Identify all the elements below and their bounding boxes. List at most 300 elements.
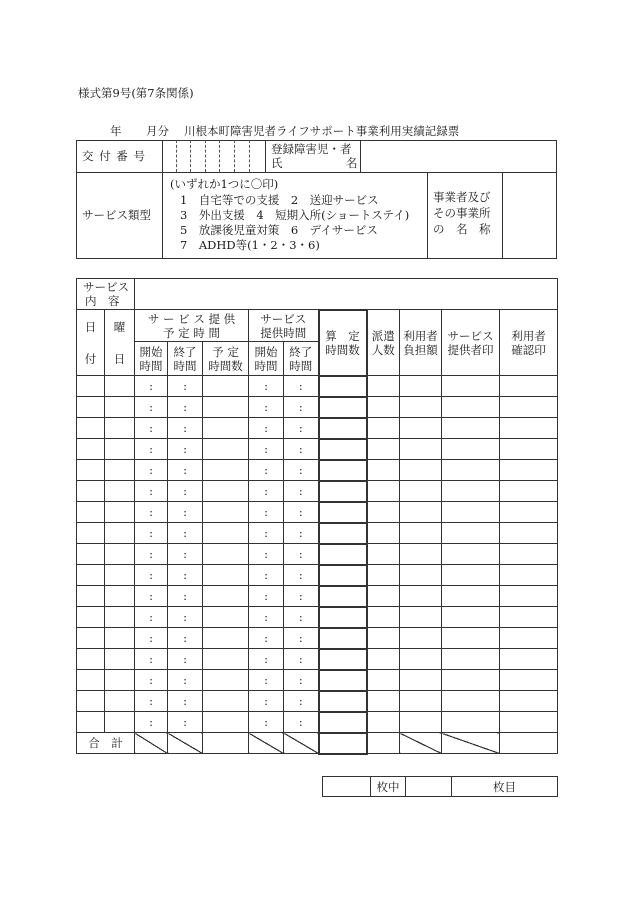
planned-hours-cell[interactable] bbox=[203, 691, 249, 712]
date-cell[interactable] bbox=[77, 565, 105, 586]
time-colon: : bbox=[149, 694, 153, 708]
user-seal-cell[interactable] bbox=[500, 628, 558, 649]
user-burden-cell[interactable] bbox=[400, 460, 442, 481]
time-colon: : bbox=[264, 463, 268, 477]
date-cell[interactable] bbox=[77, 586, 105, 607]
date-cell[interactable] bbox=[77, 376, 105, 397]
time-colon: : bbox=[183, 484, 187, 498]
sheet-number-label: 枚目 bbox=[452, 777, 558, 797]
planned-start-cell[interactable] bbox=[135, 418, 168, 439]
planned-end-cell[interactable] bbox=[168, 628, 203, 649]
actual-start-cell[interactable] bbox=[249, 376, 284, 397]
time-colon: : bbox=[298, 421, 303, 435]
time-colon: : bbox=[264, 442, 268, 456]
time-colon: : bbox=[298, 547, 303, 561]
actual-end-cell[interactable] bbox=[284, 439, 319, 460]
weekday-cell[interactable] bbox=[105, 565, 135, 586]
date-cell[interactable] bbox=[77, 418, 105, 439]
time-colon: : bbox=[149, 421, 153, 435]
time-colon: : bbox=[183, 505, 187, 519]
provider-seal-cell[interactable] bbox=[442, 691, 500, 712]
planned-start-cell[interactable] bbox=[135, 376, 168, 397]
provider-seal-cell[interactable] bbox=[442, 565, 500, 586]
user-burden-cell[interactable] bbox=[400, 628, 442, 649]
actual-end-cell[interactable] bbox=[284, 628, 319, 649]
user-burden-cell[interactable] bbox=[400, 607, 442, 628]
actual-start-cell[interactable] bbox=[249, 460, 284, 481]
actual-end-cell[interactable] bbox=[284, 397, 319, 418]
issue-number-label: 交 付 番 号 bbox=[82, 149, 146, 163]
calc-hours-header: 算 定 時間数 bbox=[319, 310, 367, 376]
calc-hours-cell[interactable] bbox=[319, 502, 367, 523]
user-seal-cell[interactable] bbox=[500, 607, 558, 628]
provider-seal-cell[interactable] bbox=[442, 460, 500, 481]
planned-hours-cell[interactable] bbox=[203, 712, 249, 733]
planned-end-cell[interactable] bbox=[168, 376, 203, 397]
date-cell[interactable] bbox=[77, 544, 105, 565]
user-seal-cell[interactable] bbox=[500, 544, 558, 565]
total-dispatch-count-cell[interactable] bbox=[367, 733, 400, 754]
form-number: 様式第9号(第7条関係) bbox=[78, 86, 194, 100]
dispatch-count-cell[interactable] bbox=[367, 439, 400, 460]
dispatch-count-cell[interactable] bbox=[367, 418, 400, 439]
dispatch-count-cell[interactable] bbox=[367, 649, 400, 670]
table-row bbox=[77, 481, 558, 502]
time-colon: : bbox=[149, 631, 153, 645]
dispatch-count-cell[interactable] bbox=[367, 397, 400, 418]
service-option-4: 7 ADHD等(1・2・3・6) bbox=[180, 238, 320, 252]
time-colon: : bbox=[298, 463, 303, 477]
actual-end-cell[interactable] bbox=[284, 460, 319, 481]
time-colon: : bbox=[264, 400, 268, 414]
planned-hours-cell[interactable] bbox=[203, 418, 249, 439]
time-colon: : bbox=[183, 463, 187, 477]
provider-seal-cell[interactable] bbox=[442, 628, 500, 649]
service-option-1: 1 自宅等での支援 2 送迎サービス bbox=[180, 193, 379, 207]
weekday-cell[interactable] bbox=[105, 691, 135, 712]
planned-start-cell[interactable] bbox=[135, 544, 168, 565]
service-option-3: 5 放課後児童対策 6 デイサービス bbox=[180, 223, 378, 237]
actual-start-cell[interactable] bbox=[249, 565, 284, 586]
dispatch-count-header: 派遣 人数 bbox=[367, 310, 400, 376]
calc-hours-cell[interactable] bbox=[319, 607, 367, 628]
weekday-cell[interactable] bbox=[105, 712, 135, 733]
planned-end-cell[interactable] bbox=[168, 439, 203, 460]
time-colon: : bbox=[183, 715, 187, 729]
planned-end-cell[interactable] bbox=[168, 502, 203, 523]
planned-end-cell[interactable] bbox=[168, 607, 203, 628]
calc-hours-cell[interactable] bbox=[319, 376, 367, 397]
actual-start-cell[interactable] bbox=[249, 397, 284, 418]
time-colon: : bbox=[149, 484, 153, 498]
info-table bbox=[76, 140, 556, 258]
date-cell[interactable] bbox=[77, 607, 105, 628]
actual-start-cell[interactable] bbox=[249, 649, 284, 670]
calc-hours-cell[interactable] bbox=[319, 481, 367, 502]
weekday-cell[interactable] bbox=[105, 544, 135, 565]
calc-hours-cell[interactable] bbox=[319, 670, 367, 691]
planned-start-cell[interactable] bbox=[135, 628, 168, 649]
planned-start-cell[interactable] bbox=[135, 670, 168, 691]
planned-hours-cell[interactable] bbox=[203, 481, 249, 502]
actual-start-cell[interactable] bbox=[249, 691, 284, 712]
total-actual-end-cell bbox=[284, 733, 319, 754]
planned-start-cell[interactable] bbox=[135, 523, 168, 544]
date-cell[interactable] bbox=[77, 481, 105, 502]
provider-label-2: その事業所 bbox=[433, 206, 491, 220]
user-seal-cell[interactable] bbox=[500, 565, 558, 586]
user-burden-cell[interactable] bbox=[400, 544, 442, 565]
time-colon: : bbox=[183, 631, 187, 645]
calc-hours-cell[interactable] bbox=[319, 523, 367, 544]
sheets-of-label: 枚中 bbox=[371, 777, 406, 797]
actual-end-cell[interactable] bbox=[284, 670, 319, 691]
planned-start-cell[interactable] bbox=[135, 607, 168, 628]
sheet-total-field[interactable] bbox=[323, 777, 371, 797]
time-colon: : bbox=[264, 673, 268, 687]
user-seal-cell[interactable] bbox=[500, 502, 558, 523]
planned-start-cell[interactable] bbox=[135, 586, 168, 607]
planned-hours-cell[interactable] bbox=[203, 460, 249, 481]
planned-start-cell[interactable] bbox=[135, 397, 168, 418]
time-colon: : bbox=[183, 694, 187, 708]
date-cell[interactable] bbox=[77, 502, 105, 523]
provider-label-3: の 名 称 bbox=[433, 222, 491, 236]
actual-end-cell[interactable] bbox=[284, 649, 319, 670]
service-content-field[interactable] bbox=[135, 279, 558, 310]
weekday-cell[interactable] bbox=[105, 586, 135, 607]
provider-seal-cell[interactable] bbox=[442, 523, 500, 544]
date-cell[interactable] bbox=[77, 712, 105, 733]
planned-hours-cell[interactable] bbox=[203, 607, 249, 628]
planned-start-cell[interactable] bbox=[135, 439, 168, 460]
weekday-cell[interactable] bbox=[105, 439, 135, 460]
table-row bbox=[77, 397, 558, 418]
planned-end-cell[interactable] bbox=[168, 544, 203, 565]
actual-end-header: 終了 時間 bbox=[284, 342, 319, 376]
weekday-cell[interactable] bbox=[105, 376, 135, 397]
planned-end-cell[interactable] bbox=[168, 712, 203, 733]
weekday-cell[interactable] bbox=[105, 397, 135, 418]
date-cell[interactable] bbox=[77, 397, 105, 418]
provider-seal-cell[interactable] bbox=[442, 376, 500, 397]
planned-start-cell[interactable] bbox=[135, 481, 168, 502]
dispatch-count-cell[interactable] bbox=[367, 544, 400, 565]
time-colon: : bbox=[149, 505, 153, 519]
time-colon: : bbox=[149, 673, 153, 687]
planned-hours-cell[interactable] bbox=[203, 523, 249, 544]
calc-hours-cell[interactable] bbox=[319, 565, 367, 586]
service-type-label: サービス類型 bbox=[82, 208, 151, 222]
provider-seal-cell[interactable] bbox=[442, 502, 500, 523]
planned-hours-cell[interactable] bbox=[203, 502, 249, 523]
time-colon: : bbox=[264, 589, 268, 603]
actual-end-cell[interactable] bbox=[284, 376, 319, 397]
table-row bbox=[77, 649, 558, 670]
date-cell[interactable] bbox=[77, 649, 105, 670]
time-colon: : bbox=[264, 610, 268, 624]
time-colon: : bbox=[298, 526, 303, 540]
user-seal-cell[interactable] bbox=[500, 397, 558, 418]
time-colon: : bbox=[264, 547, 268, 561]
user-burden-cell[interactable] bbox=[400, 565, 442, 586]
actual-end-cell[interactable] bbox=[284, 712, 319, 733]
calc-hours-cell[interactable] bbox=[319, 586, 367, 607]
provider-seal-cell[interactable] bbox=[442, 481, 500, 502]
planned-end-cell[interactable] bbox=[168, 523, 203, 544]
planned-hours-cell[interactable] bbox=[203, 649, 249, 670]
calc-hours-cell[interactable] bbox=[319, 649, 367, 670]
time-colon: : bbox=[264, 652, 268, 666]
actual-start-cell[interactable] bbox=[249, 502, 284, 523]
user-seal-cell[interactable] bbox=[500, 376, 558, 397]
year-label: 年 bbox=[110, 124, 122, 138]
user-burden-cell[interactable] bbox=[400, 649, 442, 670]
user-burden-cell[interactable] bbox=[400, 481, 442, 502]
actual-end-cell[interactable] bbox=[284, 418, 319, 439]
actual-end-cell[interactable] bbox=[284, 607, 319, 628]
actual-start-cell[interactable] bbox=[249, 481, 284, 502]
time-colon: : bbox=[183, 400, 187, 414]
user-burden-cell[interactable] bbox=[400, 712, 442, 733]
dispatch-count-cell[interactable] bbox=[367, 460, 400, 481]
time-colon: : bbox=[298, 379, 303, 393]
calc-hours-cell[interactable] bbox=[319, 691, 367, 712]
planned-start-cell[interactable] bbox=[135, 712, 168, 733]
time-colon: : bbox=[264, 505, 268, 519]
time-colon: : bbox=[264, 631, 268, 645]
user-burden-cell[interactable] bbox=[400, 376, 442, 397]
actual-end-cell[interactable] bbox=[284, 544, 319, 565]
date-cell[interactable] bbox=[77, 460, 105, 481]
month-label: 月分 bbox=[146, 124, 169, 138]
col-date-header: 日 付 bbox=[77, 310, 105, 376]
actual-end-cell[interactable] bbox=[284, 502, 319, 523]
planned-group-header: サ ー ビ ス 提 供 予 定 時 間 bbox=[135, 310, 249, 342]
planned-start-cell[interactable] bbox=[135, 649, 168, 670]
weekday-cell[interactable] bbox=[105, 628, 135, 649]
date-cell[interactable] bbox=[77, 628, 105, 649]
user-burden-cell[interactable] bbox=[400, 670, 442, 691]
dispatch-count-cell[interactable] bbox=[367, 523, 400, 544]
time-colon: : bbox=[149, 379, 153, 393]
total-user-seal-cell[interactable] bbox=[500, 733, 558, 754]
actual-start-cell[interactable] bbox=[249, 628, 284, 649]
calc-hours-cell[interactable] bbox=[319, 628, 367, 649]
time-colon: : bbox=[149, 442, 153, 456]
planned-end-cell[interactable] bbox=[168, 670, 203, 691]
provider-seal-cell[interactable] bbox=[442, 712, 500, 733]
weekday-cell[interactable] bbox=[105, 502, 135, 523]
date-cell[interactable] bbox=[77, 523, 105, 544]
dispatch-count-cell[interactable] bbox=[367, 607, 400, 628]
actual-start-header: 開始 時間 bbox=[249, 342, 284, 376]
actual-end-cell[interactable] bbox=[284, 523, 319, 544]
time-colon: : bbox=[298, 568, 303, 582]
user-burden-cell[interactable] bbox=[400, 523, 442, 544]
user-burden-cell[interactable] bbox=[400, 586, 442, 607]
time-colon: : bbox=[298, 484, 303, 498]
user-seal-cell[interactable] bbox=[500, 523, 558, 544]
table-row bbox=[77, 502, 558, 523]
user-seal-cell[interactable] bbox=[500, 439, 558, 460]
planned-hours-cell[interactable] bbox=[203, 544, 249, 565]
actual-group-header: サービス 提供時間 bbox=[249, 310, 319, 342]
dispatch-count-cell[interactable] bbox=[367, 502, 400, 523]
actual-start-cell[interactable] bbox=[249, 586, 284, 607]
calc-hours-cell[interactable] bbox=[319, 439, 367, 460]
provider-seal-cell[interactable] bbox=[442, 544, 500, 565]
service-content-label: サービス 内 容 bbox=[77, 279, 135, 310]
actual-end-cell[interactable] bbox=[284, 565, 319, 586]
time-colon: : bbox=[183, 442, 187, 456]
planned-start-cell[interactable] bbox=[135, 460, 168, 481]
user-seal-cell[interactable] bbox=[500, 481, 558, 502]
planned-end-cell[interactable] bbox=[168, 649, 203, 670]
provider-label-1: 事業者及び bbox=[433, 190, 491, 204]
user-burden-cell[interactable] bbox=[400, 418, 442, 439]
time-colon: : bbox=[298, 715, 303, 729]
planned-end-cell[interactable] bbox=[168, 460, 203, 481]
user-seal-cell[interactable] bbox=[500, 460, 558, 481]
calc-hours-cell[interactable] bbox=[319, 712, 367, 733]
table-row bbox=[77, 460, 558, 481]
provider-seal-cell[interactable] bbox=[442, 607, 500, 628]
planned-hours-cell[interactable] bbox=[203, 397, 249, 418]
provider-seal-cell[interactable] bbox=[442, 670, 500, 691]
user-seal-cell[interactable] bbox=[500, 712, 558, 733]
time-colon: : bbox=[298, 652, 303, 666]
calc-hours-cell[interactable] bbox=[319, 544, 367, 565]
user-seal-cell[interactable] bbox=[500, 649, 558, 670]
weekday-cell[interactable] bbox=[105, 460, 135, 481]
actual-start-cell[interactable] bbox=[249, 544, 284, 565]
date-cell[interactable] bbox=[77, 670, 105, 691]
dispatch-count-cell[interactable] bbox=[367, 691, 400, 712]
planned-hours-cell[interactable] bbox=[203, 670, 249, 691]
provider-seal-cell[interactable] bbox=[442, 586, 500, 607]
time-colon: : bbox=[298, 400, 303, 414]
time-colon: : bbox=[149, 589, 153, 603]
time-colon: : bbox=[298, 610, 303, 624]
registrant-label-line2b: 名 bbox=[346, 156, 358, 170]
user-burden-cell[interactable] bbox=[400, 502, 442, 523]
dispatch-count-cell[interactable] bbox=[367, 628, 400, 649]
total-row bbox=[77, 733, 558, 754]
planned-start-cell[interactable] bbox=[135, 691, 168, 712]
actual-start-cell[interactable] bbox=[249, 670, 284, 691]
provider-seal-cell[interactable] bbox=[442, 649, 500, 670]
actual-start-cell[interactable] bbox=[249, 607, 284, 628]
record-table bbox=[76, 278, 558, 755]
provider-seal-cell[interactable] bbox=[442, 418, 500, 439]
actual-start-cell[interactable] bbox=[249, 418, 284, 439]
planned-hours-cell[interactable] bbox=[203, 628, 249, 649]
planned-start-cell[interactable] bbox=[135, 565, 168, 586]
provider-seal-header: サービス 提供者印 bbox=[442, 310, 500, 376]
time-colon: : bbox=[298, 631, 303, 645]
planned-end-cell[interactable] bbox=[168, 691, 203, 712]
user-seal-cell[interactable] bbox=[500, 691, 558, 712]
total-calc-hours-cell[interactable] bbox=[319, 733, 367, 754]
weekday-cell[interactable] bbox=[105, 607, 135, 628]
time-colon: : bbox=[298, 694, 303, 708]
planned-end-cell[interactable] bbox=[168, 481, 203, 502]
weekday-cell[interactable] bbox=[105, 523, 135, 544]
user-burden-cell[interactable] bbox=[400, 691, 442, 712]
weekday-cell[interactable] bbox=[105, 670, 135, 691]
dispatch-count-cell[interactable] bbox=[367, 565, 400, 586]
actual-start-cell[interactable] bbox=[249, 523, 284, 544]
table-row bbox=[77, 628, 558, 649]
planned-end-cell[interactable] bbox=[168, 565, 203, 586]
date-cell[interactable] bbox=[77, 439, 105, 460]
dispatch-count-cell[interactable] bbox=[367, 586, 400, 607]
time-colon: : bbox=[183, 589, 187, 603]
weekday-cell[interactable] bbox=[105, 649, 135, 670]
time-colon: : bbox=[298, 505, 303, 519]
calc-hours-cell[interactable] bbox=[319, 397, 367, 418]
date-cell[interactable] bbox=[77, 691, 105, 712]
sheet-number-field[interactable] bbox=[406, 777, 452, 797]
provider-seal-cell[interactable] bbox=[442, 397, 500, 418]
actual-start-cell[interactable] bbox=[249, 712, 284, 733]
provider-seal-cell[interactable] bbox=[442, 439, 500, 460]
user-seal-cell[interactable] bbox=[500, 586, 558, 607]
time-colon: : bbox=[149, 715, 153, 729]
planned-end-cell[interactable] bbox=[168, 586, 203, 607]
actual-end-cell[interactable] bbox=[284, 691, 319, 712]
total-provider-seal-cell bbox=[442, 733, 500, 754]
user-burden-cell[interactable] bbox=[400, 439, 442, 460]
time-colon: : bbox=[149, 526, 153, 540]
time-colon: : bbox=[183, 673, 187, 687]
weekday-cell[interactable] bbox=[105, 418, 135, 439]
calc-hours-cell[interactable] bbox=[319, 418, 367, 439]
time-colon: : bbox=[264, 568, 268, 582]
user-burden-cell[interactable] bbox=[400, 397, 442, 418]
time-colon: : bbox=[183, 652, 187, 666]
planned-start-header: 開始 時間 bbox=[135, 342, 168, 376]
table-row bbox=[77, 586, 558, 607]
planned-hours-cell[interactable] bbox=[203, 439, 249, 460]
user-seal-cell[interactable] bbox=[500, 670, 558, 691]
calc-hours-cell[interactable] bbox=[319, 460, 367, 481]
weekday-cell[interactable] bbox=[105, 481, 135, 502]
actual-end-cell[interactable] bbox=[284, 586, 319, 607]
planned-hours-cell[interactable] bbox=[203, 565, 249, 586]
dispatch-count-cell[interactable] bbox=[367, 376, 400, 397]
planned-hours-header: 予 定 時間数 bbox=[203, 342, 249, 376]
dispatch-count-cell[interactable] bbox=[367, 670, 400, 691]
table-row bbox=[77, 670, 558, 691]
actual-end-cell[interactable] bbox=[284, 481, 319, 502]
user-seal-cell[interactable] bbox=[500, 418, 558, 439]
service-option-2: 3 外出支援 4 短期入所(ショートステイ) bbox=[180, 208, 410, 222]
actual-start-cell[interactable] bbox=[249, 439, 284, 460]
planned-end-cell[interactable] bbox=[168, 397, 203, 418]
planned-hours-cell[interactable] bbox=[203, 586, 249, 607]
dispatch-count-cell[interactable] bbox=[367, 481, 400, 502]
time-colon: : bbox=[183, 526, 187, 540]
total-planned-hours-cell[interactable] bbox=[203, 733, 249, 754]
time-colon: : bbox=[298, 589, 303, 603]
planned-end-cell[interactable] bbox=[168, 418, 203, 439]
planned-hours-cell[interactable] bbox=[203, 376, 249, 397]
planned-start-cell[interactable] bbox=[135, 502, 168, 523]
dispatch-count-cell[interactable] bbox=[367, 712, 400, 733]
total-user-burden-cell bbox=[400, 733, 442, 754]
